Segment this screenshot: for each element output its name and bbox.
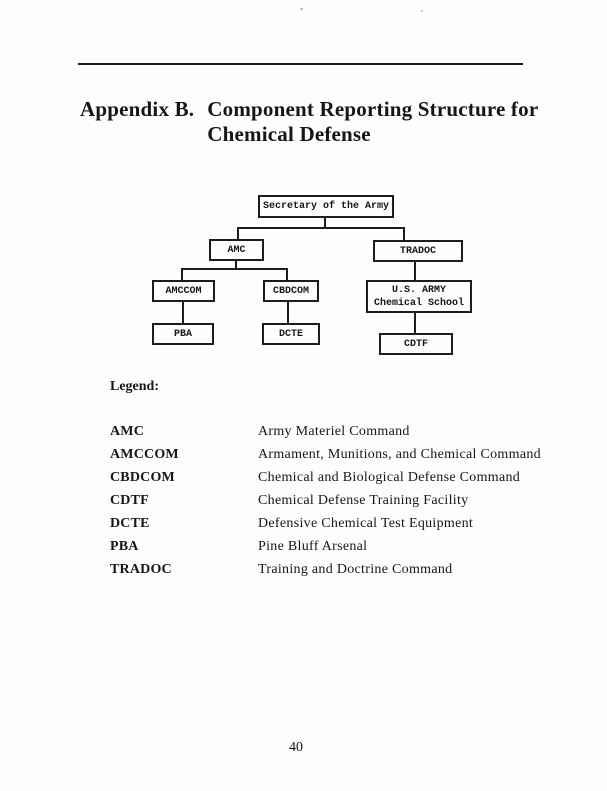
- scan-speck: [421, 10, 423, 12]
- page-title: [80, 97, 538, 147]
- legend-row: [110, 493, 541, 516]
- connector-line: [237, 227, 405, 229]
- legend-definition: Chemical Defense Training Facility: [258, 493, 469, 508]
- legend-term: AMC: [110, 424, 145, 439]
- title-line-2: Chemical Defense: [207, 122, 371, 146]
- legend-term: CBDCOM: [110, 470, 175, 485]
- legend-term: AMCCOM: [110, 447, 179, 462]
- org-node-cdtf: CDTF: [379, 333, 453, 355]
- legend-term: PBA: [110, 539, 139, 554]
- legend-term: DCTE: [110, 516, 150, 531]
- legend-definition: Chemical and Biological Defense Command: [258, 470, 521, 485]
- org-node-tradoc: TRADOC: [373, 240, 463, 262]
- legend-term: CDTF: [110, 493, 149, 508]
- legend-definition: Pine Bluff Arsenal: [258, 539, 368, 554]
- org-node-chemical-school: [366, 280, 472, 313]
- legend-row: [110, 447, 541, 470]
- org-node-dcte: DCTE: [262, 323, 320, 345]
- legend-table: [110, 424, 541, 585]
- legend-definition: Armament, Munitions, and Chemical Command: [258, 447, 541, 462]
- connector-line: [287, 301, 289, 324]
- legend-row: [110, 539, 541, 562]
- header-rule: [78, 63, 523, 65]
- org-node-cbdcom: CBDCOM: [263, 280, 319, 302]
- legend-row: [110, 516, 541, 539]
- connector-line: [182, 301, 184, 324]
- legend-definition: Army Materiel Command: [258, 424, 410, 439]
- org-node-amc: AMC: [209, 239, 264, 261]
- org-node-secretary-of-the-army: Secretary of the Army: [258, 195, 394, 218]
- title-text: [207, 97, 538, 147]
- connector-line: [181, 268, 288, 270]
- org-node-amccom: AMCCOM: [152, 280, 215, 302]
- org-node-pba: PBA: [152, 323, 214, 345]
- title-line-1: Component Reporting Structure for: [207, 97, 539, 121]
- legend-row: [110, 562, 541, 585]
- connector-line: [414, 311, 416, 334]
- page-number: 40: [289, 740, 303, 755]
- legend-heading: Legend:: [110, 379, 159, 394]
- connector-line: [403, 227, 405, 241]
- legend-term: TRADOC: [110, 562, 172, 577]
- connector-line: [237, 227, 239, 239]
- chemical-school-line-2: Chemical School: [373, 297, 464, 309]
- title-prefix: Appendix B.: [80, 97, 195, 121]
- legend-row: [110, 424, 541, 447]
- legend-row: [110, 470, 541, 493]
- scan-speck: [300, 8, 303, 10]
- connector-line: [414, 261, 416, 281]
- legend-definition: Defensive Chemical Test Equipment: [258, 516, 474, 531]
- chemical-school-line-1: U.S. ARMY: [391, 284, 446, 296]
- legend-definition: Training and Doctrine Command: [258, 562, 453, 577]
